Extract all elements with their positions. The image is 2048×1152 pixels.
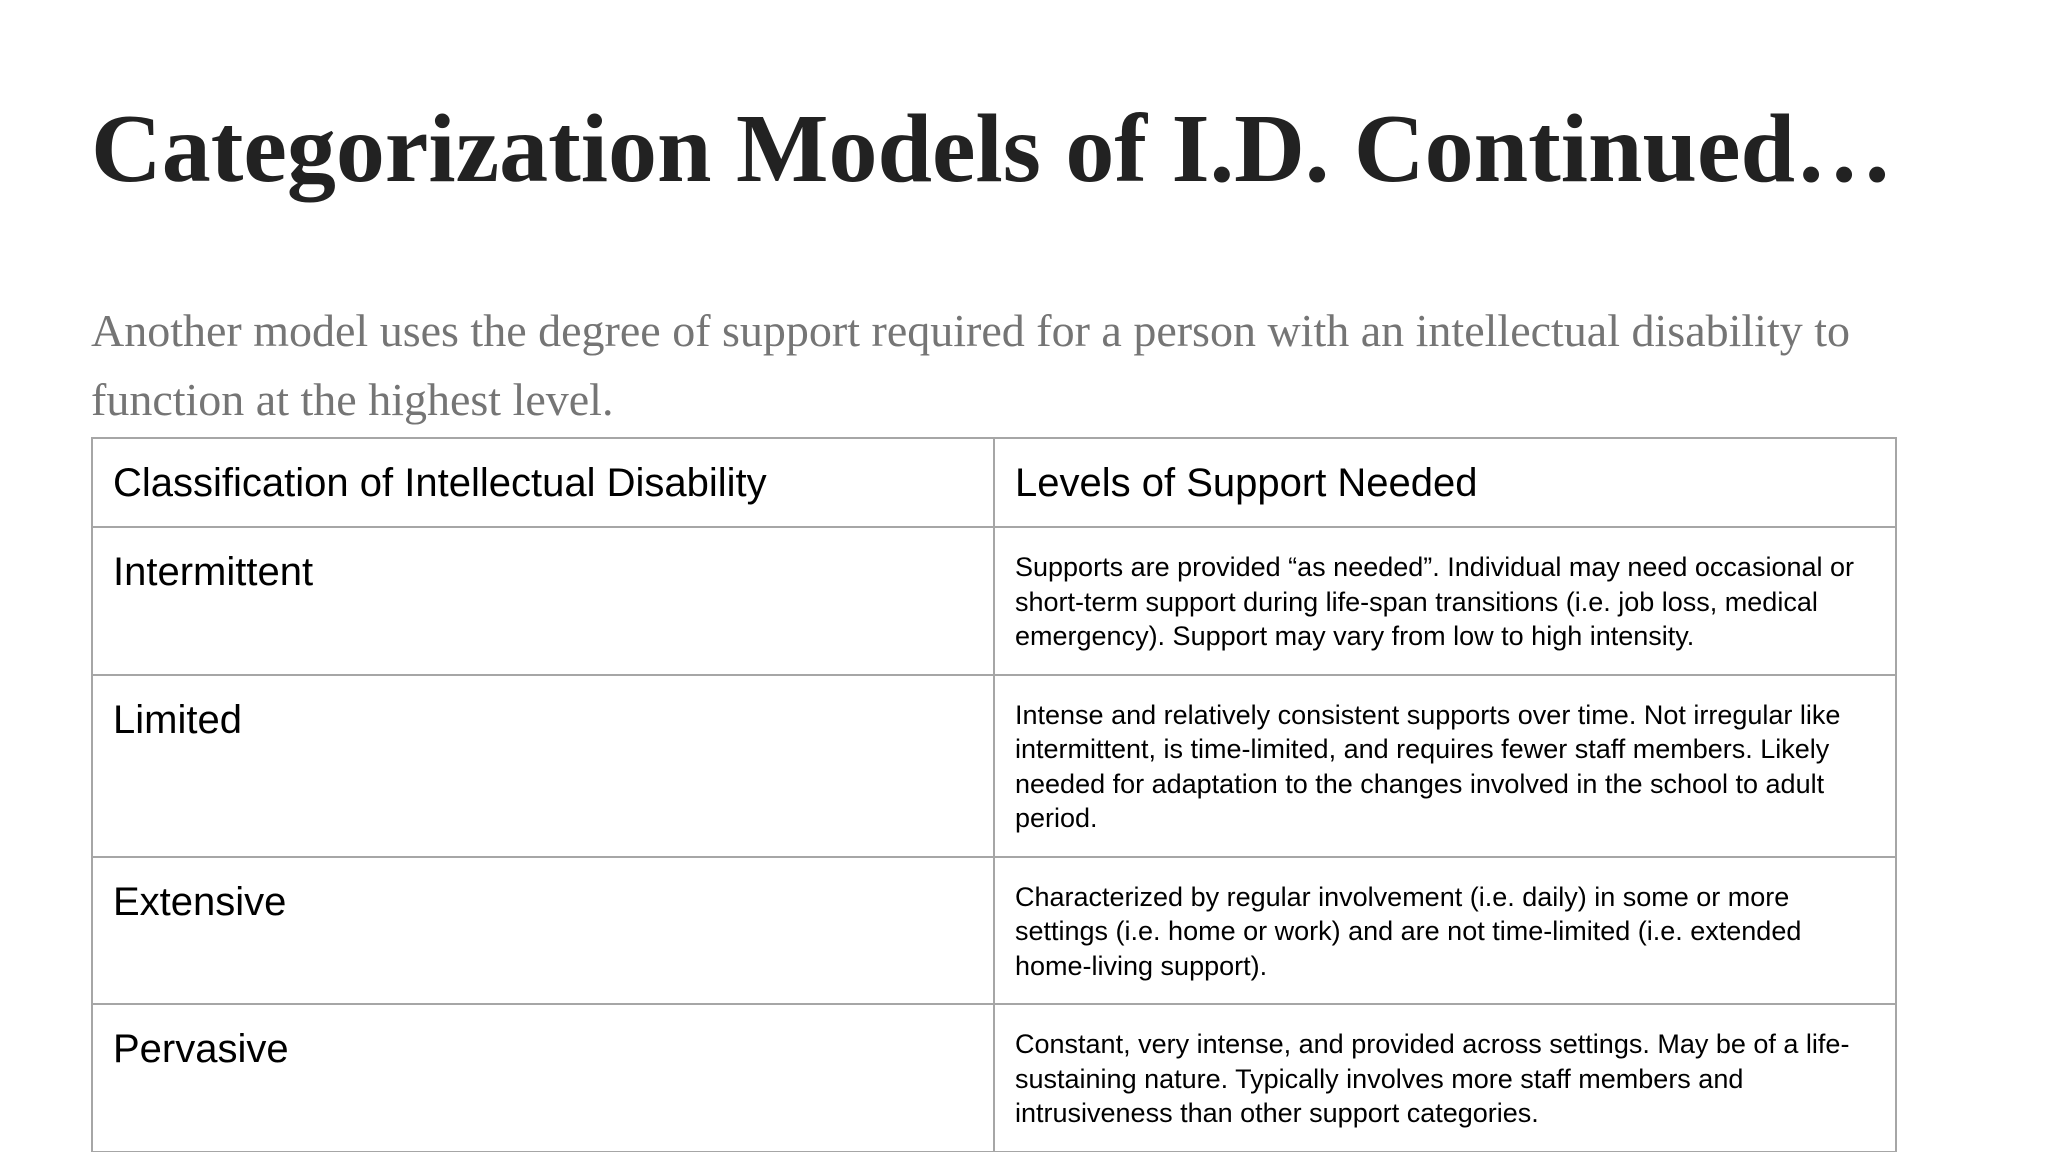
row-description-intermittent: Supports are provided “as needed”. Individual may need occasional or short-term support during life-span transitions (i.e. job loss, medical emergency). Support may vary from low to high intensity. xyxy=(994,527,1896,675)
table-row xyxy=(92,675,1896,857)
row-description-limited: Intense and relatively consistent supports over time. Not irregular like intermittent, is time-limited, and requires fewer staff members. Likely needed for adaptation to the changes involved in the school to adult period. xyxy=(994,675,1896,857)
table-row xyxy=(92,1004,1896,1152)
table-row xyxy=(92,857,1896,1005)
row-description-pervasive: Constant, very intense, and provided across settings. May be of a life-sustaining nature. Typically involves more staff members and intrusiveness than other support categories. xyxy=(994,1004,1896,1152)
support-levels-table xyxy=(91,437,1897,1152)
row-description-extensive: Characterized by regular involvement (i.e. daily) in some or more settings (i.e. home or work) and are not time-limited (i.e. extended home-living support). xyxy=(994,857,1896,1005)
row-label-limited: Limited xyxy=(92,675,994,857)
header-classification: Classification of Intellectual Disability xyxy=(92,438,994,527)
header-support-levels: Levels of Support Needed xyxy=(994,438,1896,527)
intro-paragraph: Another model uses the degree of support required for a person with an intellectual disability to function at the highest level. xyxy=(91,305,1851,425)
slide-title: Categorization Models of I.D. Continued… xyxy=(91,95,1894,203)
row-label-pervasive: Pervasive xyxy=(92,1004,994,1152)
row-label-intermittent: Intermittent xyxy=(92,527,994,675)
row-label-extensive: Extensive xyxy=(92,857,994,1005)
table-header-row xyxy=(92,438,1896,527)
table-row xyxy=(92,527,1896,675)
